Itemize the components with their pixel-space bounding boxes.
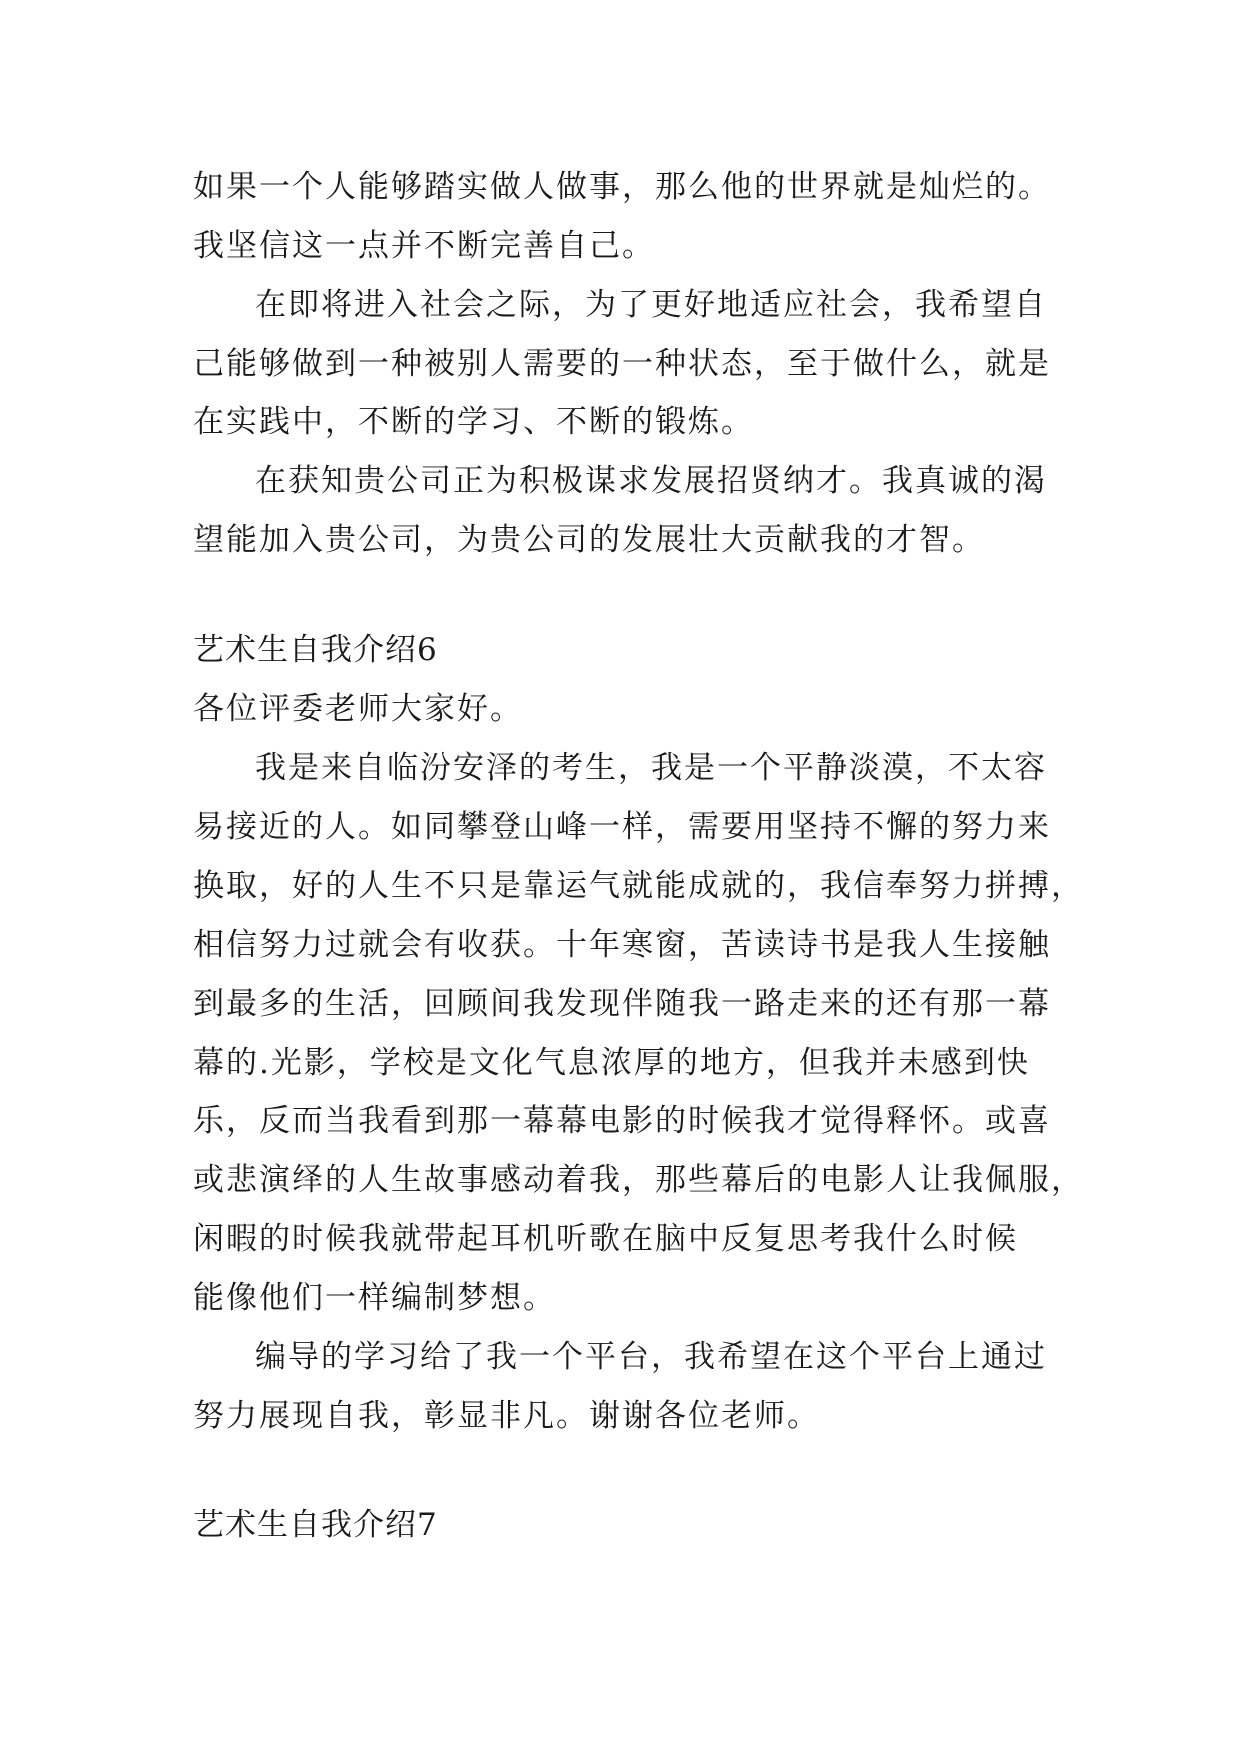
paragraph-line: 如果一个人能够踏实做人做事，那么他的世界就是灿烂的。: [193, 169, 1051, 205]
paragraph-line: 或悲演绎的人生故事感动着我，那些幕后的电影人让我佩服，: [193, 1162, 1084, 1198]
paragraph-line: 换取，好的人生不只是靠运气就能成就的，我信奉努力拼搏，: [193, 868, 1084, 904]
paragraph-line: 易接近的人。如同攀登山峰一样，需要用坚持不懈的努力来: [193, 809, 1051, 845]
paragraph-line: 编导的学习给了我一个平台，我希望在这个平台上通过: [255, 1339, 1047, 1375]
paragraph-line: 我是来自临汾安泽的考生，我是一个平静淡漠，不太容: [255, 750, 1047, 786]
section-heading: 艺术生自我介绍6: [193, 632, 438, 668]
paragraph-line: 我坚信这一点并不断完善自己。: [193, 228, 655, 264]
paragraph-line: 望能加入贵公司，为贵公司的发展壮大贡献我的才智。: [193, 522, 985, 558]
paragraph-line: 乐，反而当我看到那一幕幕电影的时候我才觉得释怀。或喜: [193, 1103, 1051, 1139]
section-heading: 艺术生自我介绍7: [193, 1507, 438, 1543]
paragraph-line: 闲暇的时候我就带起耳机听歌在脑中反复思考我什么时候: [193, 1221, 1018, 1257]
paragraph-line: 到最多的生活，回顾间我发现伴随我一路走来的还有那一幕: [193, 986, 1051, 1022]
paragraph-line: 幕的.光影，学校是文化气息浓厚的地方，但我并未感到快: [193, 1045, 1030, 1081]
paragraph-line: 己能够做到一种被别人需要的一种状态，至于做什么，就是: [193, 346, 1051, 382]
paragraph-line: 各位评委老师大家好。: [193, 691, 523, 727]
paragraph-line: 努力展现自我，彰显非凡。谢谢各位老师。: [193, 1398, 820, 1434]
paragraph-line: 在实践中，不断的学习、不断的锻炼。: [193, 404, 754, 440]
paragraph-line: 在即将进入社会之际，为了更好地适应社会，我希望自: [255, 287, 1047, 323]
paragraph-line: 能像他们一样编制梦想。: [193, 1280, 556, 1316]
paragraph-line: 在获知贵公司正为积极谋求发展招贤纳才。我真诚的渴: [255, 463, 1047, 499]
paragraph-line: 相信努力过就会有收获。十年寒窗，苦读诗书是我人生接触: [193, 927, 1051, 963]
